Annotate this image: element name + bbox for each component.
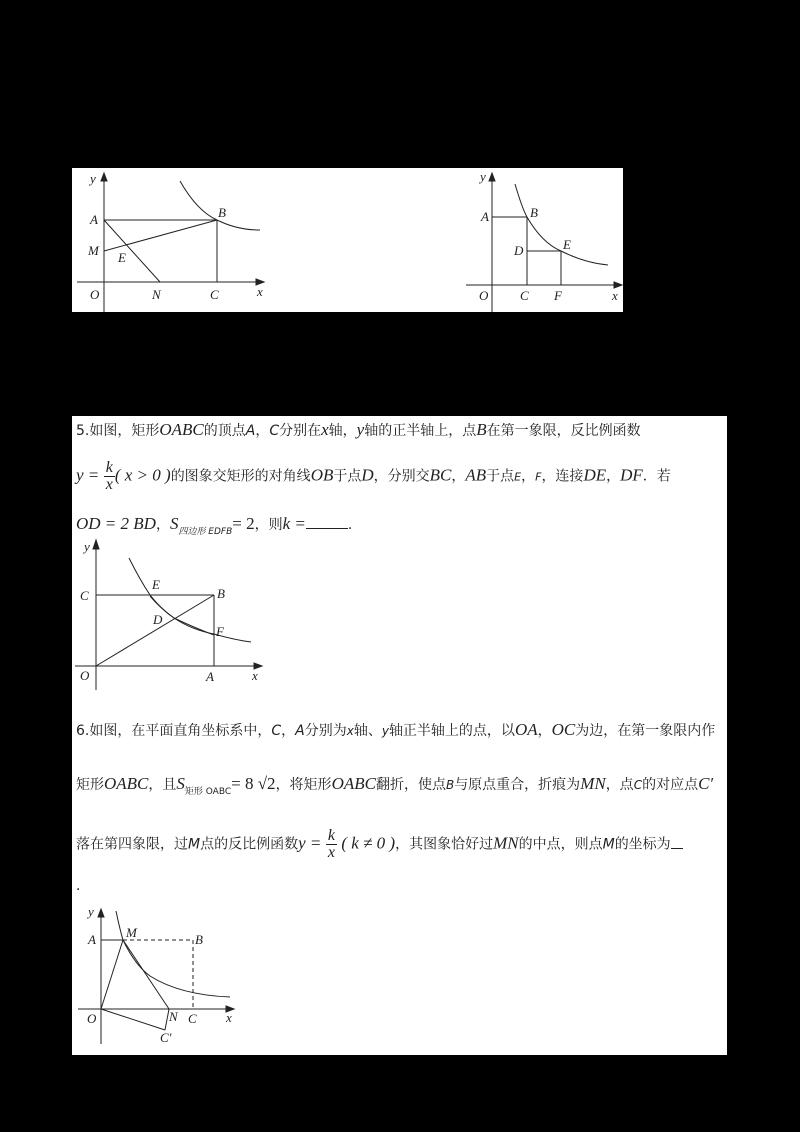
svg-text:y: y [84, 539, 90, 554]
text: 点的反比例函数 [200, 836, 299, 853]
math: x [321, 420, 329, 439]
text: ，将矩形 [275, 777, 332, 793]
math: S [169, 514, 179, 533]
denominator: x [105, 476, 113, 493]
svg-text:F: F [216, 624, 224, 639]
math: DE [583, 465, 607, 485]
math: B [445, 778, 455, 792]
math: C [269, 423, 280, 439]
svg-text:O: O [87, 1011, 97, 1026]
text: ， [281, 723, 296, 739]
math: OB [310, 465, 334, 485]
svg-text:x: x [252, 668, 258, 683]
svg-text:E: E [563, 237, 571, 252]
svg-text:N: N [152, 287, 161, 302]
text: 的图象交矩形的对角线 [170, 468, 311, 485]
problem5-line1 [76, 420, 641, 440]
math: k = [282, 514, 306, 533]
math: ( k ≠ 0 ) [341, 833, 396, 853]
svg-text:A: A [88, 932, 96, 947]
text: ，且 [148, 777, 177, 793]
svg-text:E: E [152, 577, 160, 592]
math: y [356, 420, 365, 439]
math: S [176, 774, 185, 793]
svg-text:x: x [257, 284, 263, 299]
text: 的对应点 [642, 777, 699, 793]
text: 轴、 [353, 723, 382, 739]
problem5-figure [72, 536, 272, 696]
text: 于点 [486, 468, 515, 485]
text: ， [606, 468, 621, 485]
math: A [295, 723, 305, 739]
svg-text:A: A [90, 212, 98, 227]
math: OABC [331, 774, 376, 793]
math: ( x > 0 ) [114, 465, 171, 485]
text: 分别为 [304, 723, 347, 739]
text: 翻折，使点 [375, 777, 446, 793]
math: C′ [698, 774, 714, 793]
numerator: k [327, 827, 335, 844]
text: 的中点，则点 [518, 836, 603, 853]
svg-text:x: x [612, 288, 618, 303]
math: M [188, 836, 201, 853]
text: 的坐标为 [614, 836, 671, 853]
math: OC [551, 720, 576, 739]
problems-panel [72, 416, 727, 1055]
math: MN [493, 833, 519, 853]
text: 为边，在第一象限内作 [575, 723, 716, 739]
text: ．若 [642, 468, 671, 485]
math: C [633, 778, 643, 792]
math: B [476, 420, 487, 439]
svg-text:B: B [195, 932, 203, 947]
text: 落在第四象限，过 [76, 836, 188, 853]
math: DF [620, 465, 643, 485]
svg-text:A: A [481, 209, 489, 224]
svg-text:M: M [126, 925, 137, 940]
math: E [514, 470, 522, 484]
math: AB [465, 465, 487, 485]
svg-text:y: y [88, 904, 94, 919]
svg-text:C: C [188, 1011, 197, 1026]
math: y [381, 724, 389, 738]
top-figures-panel [72, 168, 623, 312]
svg-text:B: B [530, 205, 538, 220]
answer-blank[interactable] [671, 848, 683, 849]
math: OA [514, 720, 538, 739]
text: 5.如图，矩形 [76, 423, 160, 439]
text: 在第一象限，反比例函数 [486, 423, 641, 439]
problem6-line1 [76, 720, 715, 740]
svg-text:y: y [90, 171, 96, 186]
fraction-k-over-x [104, 460, 115, 493]
svg-text:E: E [118, 250, 126, 265]
text: 轴正半轴上的点，以 [388, 723, 515, 739]
text: ，连接 [541, 468, 584, 485]
problem5-line2 [76, 460, 671, 493]
math: M [602, 836, 615, 853]
math: y = [298, 833, 322, 853]
text: 与原点重合，折痕为 [454, 777, 581, 793]
numerator: k [105, 459, 113, 476]
math: OABC [104, 774, 149, 793]
svg-text:B: B [218, 205, 226, 220]
denominator: x [327, 844, 335, 861]
math: x [346, 724, 354, 738]
fraction-k-over-x [326, 828, 337, 861]
math: OD = 2 BD [76, 514, 156, 533]
svg-text:O: O [90, 287, 100, 302]
svg-text:C: C [80, 588, 89, 603]
svg-text:N: N [169, 1009, 178, 1024]
answer-blank[interactable] [306, 528, 348, 529]
svg-text:C: C [520, 288, 529, 303]
svg-text:F: F [554, 288, 562, 303]
text: ，点 [605, 777, 634, 793]
text: 6.如图，在平面直角坐标系中， [76, 723, 272, 739]
svg-text:B: B [217, 586, 225, 601]
svg-text:y: y [480, 169, 486, 184]
text: ， [155, 517, 170, 533]
math: BC [429, 465, 452, 485]
text: 轴， [328, 423, 357, 439]
svg-text:D: D [153, 612, 163, 627]
math: A [245, 423, 256, 439]
problem6-line2 [76, 774, 713, 797]
math: MN [580, 774, 606, 793]
text: 矩形 [76, 777, 104, 793]
problem6-line3 [76, 828, 683, 861]
text: 轴的正半轴上，点 [364, 423, 477, 439]
svg-text:A: A [206, 669, 214, 684]
problem6-figure [72, 896, 252, 1056]
math: y = [76, 465, 100, 485]
svg-text:M: M [88, 243, 99, 258]
svg-text:D: D [514, 243, 524, 258]
text: ， [255, 423, 270, 439]
problem6-line4 [76, 878, 80, 894]
text: ，其图象恰好过 [395, 836, 494, 853]
subscript: 矩形 OABC [184, 787, 232, 797]
text: ，分别交 [373, 468, 430, 485]
text: . [347, 517, 353, 533]
math: D [361, 465, 374, 485]
svg-text:C: C [210, 287, 219, 302]
figure-rectangle-mn [72, 168, 272, 312]
math: = 8 √2 [231, 774, 276, 793]
text: . [76, 878, 81, 894]
math: = 2 [232, 514, 255, 533]
svg-text:O: O [80, 668, 90, 683]
text: 的顶点 [203, 423, 246, 439]
math: OABC [159, 420, 204, 439]
svg-text:x: x [226, 1010, 232, 1025]
math: F [535, 470, 542, 484]
svg-text:C′: C′ [160, 1030, 172, 1045]
problem5-line3 [76, 514, 352, 537]
text: ， [537, 723, 552, 739]
text: 于点 [333, 468, 362, 485]
text: ， [451, 468, 466, 485]
text: ， [521, 468, 536, 485]
text: 分别在 [279, 423, 322, 439]
text: ，则 [254, 517, 283, 533]
figure-two-rectangles [460, 168, 623, 312]
svg-text:O: O [479, 288, 489, 303]
subscript: 四边形 EDFB [178, 527, 233, 537]
math: C [271, 723, 282, 739]
